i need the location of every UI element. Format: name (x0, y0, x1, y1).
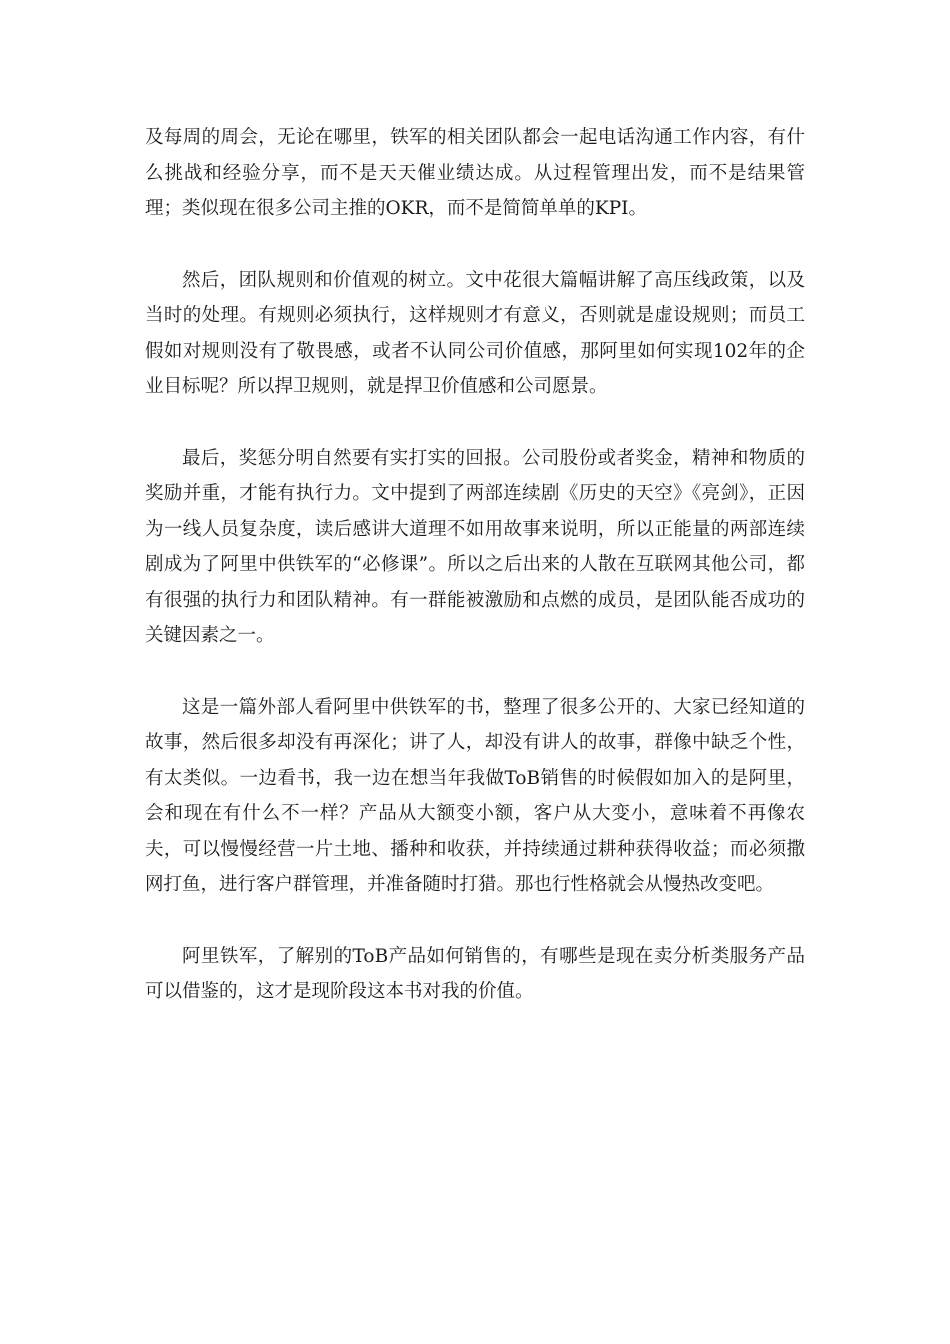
paragraph-5: 阿里铁军，了解别的ToB产品如何销售的，有哪些是现在卖分析类服务产品可以借鉴的，这才是现阶段这本书对我的价值。 (145, 945, 805, 1002)
paragraph-2: 然后，团队规则和价值观的树立。文中花很大篇幅讲解了高压线政策，以及当时的处理。有规则必须执行，这样规则才有意义，否则就是虚设规则；而员工假如对规则没有了敬畏感，或者不认同公司价值感，那阿里如何实现102年的企业目标呢？所以捍卫规则，就是捍卫价值感和公司愿景。 (145, 269, 805, 397)
paragraph-4: 这是一篇外部人看阿里中供铁军的书，整理了很多公开的、大家已经知道的故事，然后很多却没有再深化；讲了人，却没有讲人的故事，群像中缺乏个性，有太类似。一边看书，我一边在想当年我做ToB销售的时候假如加入的是阿里，会和现在有什么不一样？产品从大额变小额，客户从大变小，意味着不再像农夫，可以慢慢经营一片土地、播种和收获，并持续通过耕种获得收益；而必须撒网打鱼，进行客户群管理，并准备随时打猎。那也行性格就会从慢热改变吧。 (145, 696, 805, 895)
document-body (145, 120, 805, 1046)
paragraph-1: 及每周的周会，无论在哪里，铁军的相关团队都会一起电话沟通工作内容，有什么挑战和经验分享，而不是天天催业绩达成。从过程管理出发，而不是结果管理；类似现在很多公司主推的OKR，而不是简简单单的KPI。 (145, 127, 805, 219)
paragraph-3: 最后，奖惩分明自然要有实打实的回报。公司股份或者奖金，精神和物质的奖励并重，才能有执行力。文中提到了两部连续剧《历史的天空》《亮剑》，正因为一线人员复杂度，读后感讲大道理不如用故事来说明，所以正能量的两部连续剧成为了阿里中供铁军的“必修课”。所以之后出来的人散在互联网其他公司，都有很强的执行力和团队精神。有一群能被激励和点燃的成员，是团队能否成功的关键因素之一。 (145, 447, 805, 646)
